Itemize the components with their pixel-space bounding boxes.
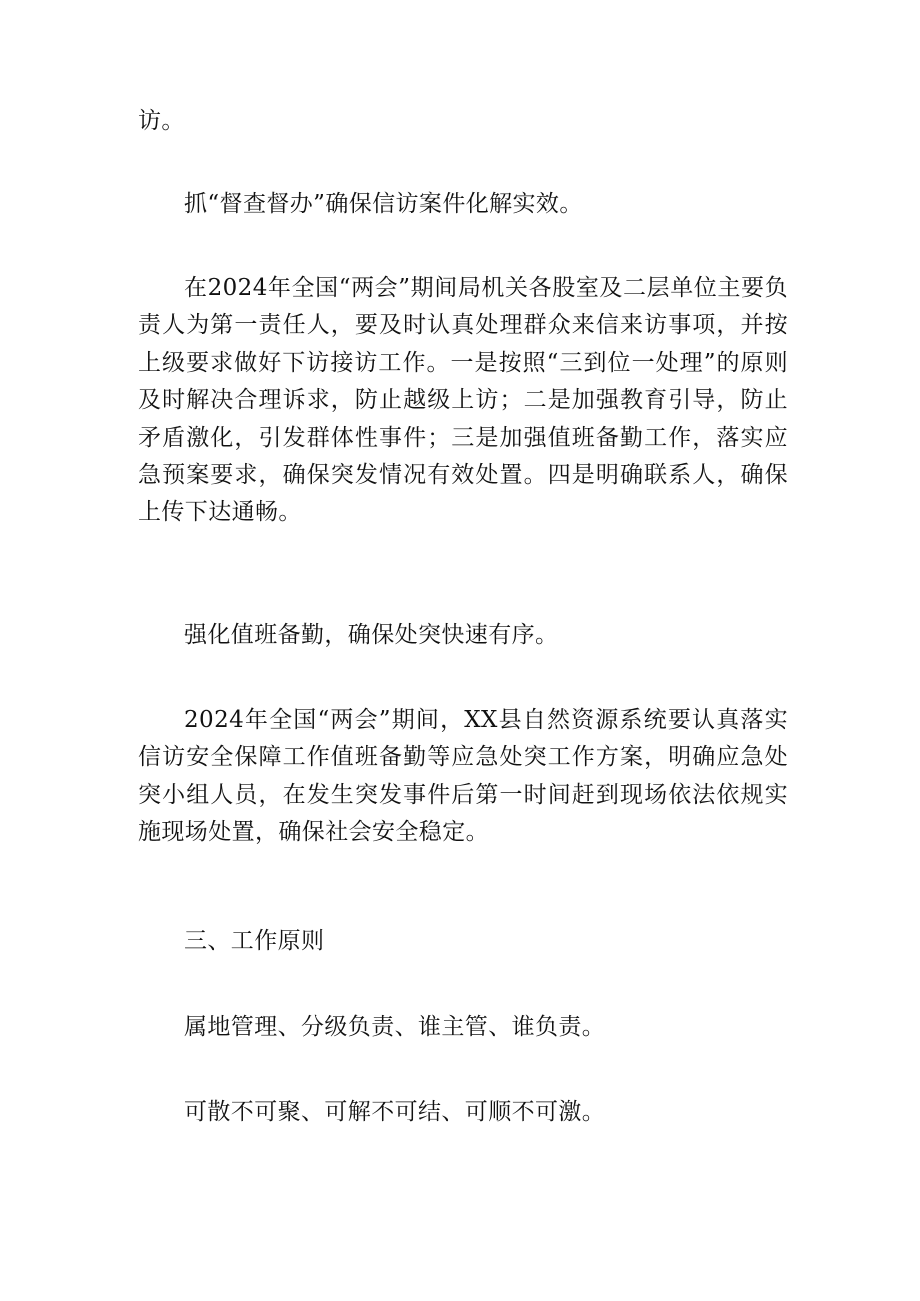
- paragraph-supervision-heading: 抓“督查督办”确保信访案件化解实效。: [184, 191, 583, 217]
- paragraph-principle-2: 可散不可聚、可解不可结、可顺不可激。: [184, 1099, 606, 1125]
- paragraph-duty-heading: 强化值班备勤，确保处突快速有序。: [184, 622, 559, 648]
- paragraph-continuation: 访。: [138, 108, 185, 134]
- section-heading-principles: 三、工作原则: [184, 928, 325, 954]
- paragraph-responsibility: 在2024年全国“两会”期间局机关各股室及二层单位主要负责人为第一责任人，要及时认真处理群众来信来访事项，并按上级要求做好下访接访工作。一是按照“三到位一处理”的原则及时解决合理诉求，防止越级上访；二是加强教育引导，防止矛盾激化，引发群体性事件；三是加强值班备勤工作，落实应急预案要求，确保突发情况有效处置。四是明确联系人，确保上传下达通畅。: [138, 275, 788, 526]
- paragraph-duty-body: 2024年全国“两会”期间，XX县自然资源系统要认真落实信访安全保障工作值班备勤等应急处突工作方案，明确应急处突小组人员，在发生突发事件后第一时间赶到现场依法依规实施现场处置，确保社会安全稳定。: [138, 707, 788, 846]
- paragraph-principle-1: 属地管理、分级负责、谁主管、谁负责。: [184, 1014, 606, 1040]
